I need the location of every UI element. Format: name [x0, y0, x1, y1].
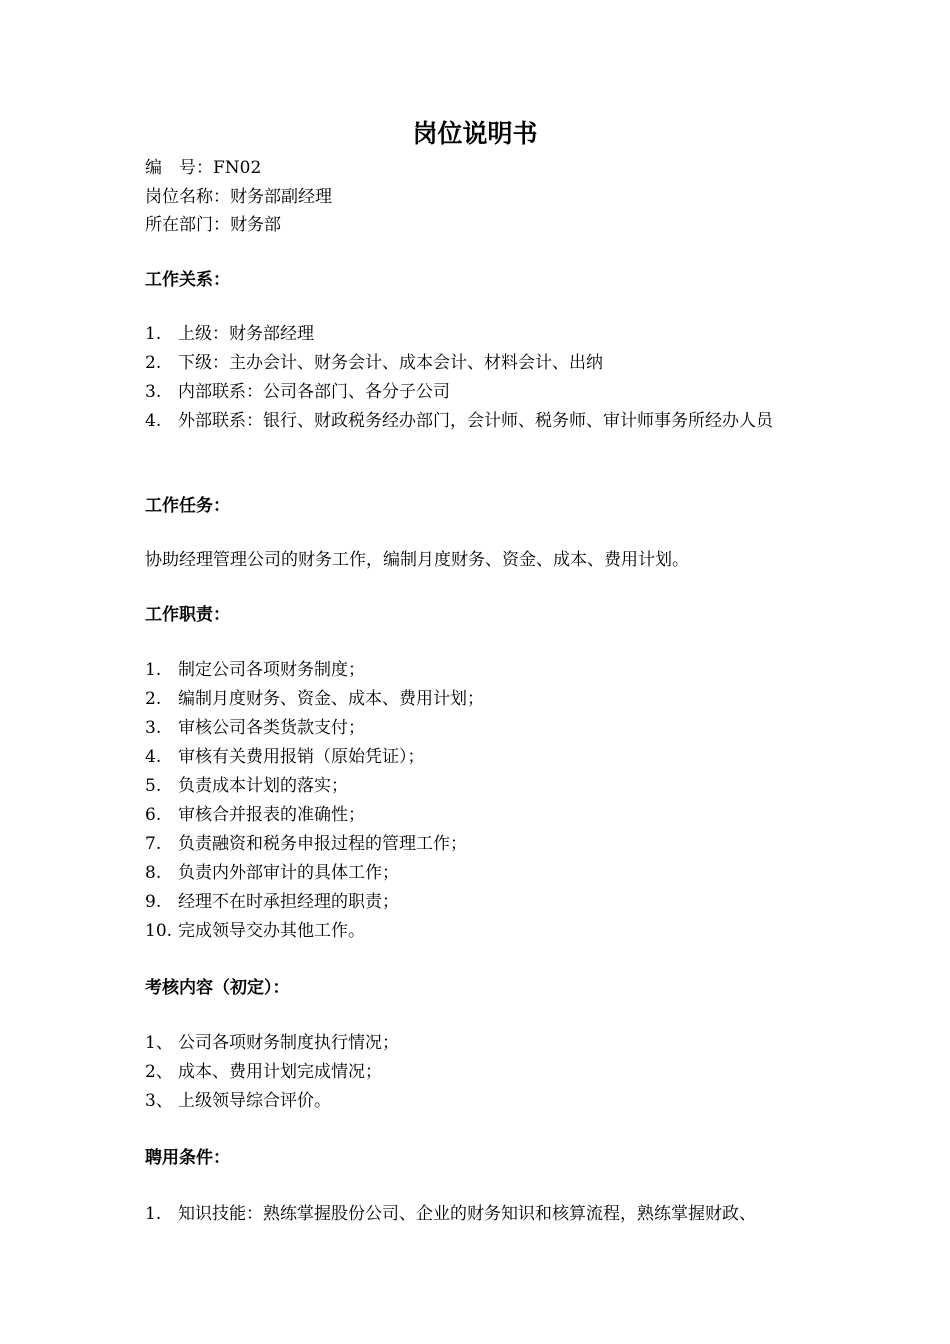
list-item — [145, 1087, 815, 1116]
list-item-number: 2. — [145, 689, 162, 709]
list-item — [145, 1058, 815, 1087]
list-item-text: 知识技能：熟练掌握股份公司、企业的财务知识和核算流程，熟练掌握财政、 — [178, 1204, 756, 1224]
list-item-text: 完成领导交办其他工作。 — [178, 921, 365, 941]
list-item-number: 3. — [145, 382, 162, 402]
list-item-number: 2. — [145, 353, 162, 373]
list-item-number: 2、 — [145, 1062, 173, 1082]
dept-row — [145, 213, 281, 237]
list-item — [145, 320, 815, 349]
list-item-text: 上级：财务部经理 — [178, 324, 314, 344]
list-item — [145, 714, 815, 743]
list-item — [145, 743, 815, 772]
list-item-number: 5. — [145, 776, 162, 796]
list-item-text: 经理不在时承担经理的职责； — [178, 892, 399, 912]
tasks-text: 协助经理管理公司的财务工作，编制月度财务、资金、成本、费用计划。 — [145, 550, 689, 570]
list-item-number: 1、 — [145, 1033, 173, 1053]
position-value: 财务部副经理 — [230, 187, 332, 207]
list-item-text: 公司各项财务制度执行情况； — [178, 1033, 399, 1053]
list-item-text: 下级：主办会计、财务会计、成本会计、材料会计、出纳 — [178, 353, 603, 373]
list-item-text: 审核公司各类货款支付； — [178, 718, 365, 738]
list-item-number: 3. — [145, 718, 162, 738]
list-item — [145, 1029, 815, 1058]
list-item-text: 上级领导综合评价。 — [178, 1091, 331, 1111]
list-item-number: 10. — [145, 921, 173, 941]
list-item-number: 1. — [145, 1204, 162, 1224]
code-label: 编 号： — [145, 158, 213, 178]
list-item — [145, 830, 815, 859]
list-item-number: 1. — [145, 660, 162, 680]
list-item-number: 4. — [145, 411, 162, 431]
list-item-number: 1. — [145, 324, 162, 344]
list-item-text: 负责融资和税务申报过程的管理工作； — [178, 834, 467, 854]
position-row — [145, 185, 332, 209]
list-item — [145, 917, 815, 946]
page-title: 岗位说明书 — [412, 119, 538, 148]
list-item-number: 3、 — [145, 1091, 173, 1111]
tasks-heading: 工作任务： — [145, 496, 230, 516]
relations-heading: 工作关系： — [145, 270, 230, 290]
list-item — [145, 349, 815, 378]
list-item — [145, 378, 815, 407]
list-item-text: 负责成本计划的落实； — [178, 776, 348, 796]
list-item-number: 7. — [145, 834, 162, 854]
list-item-text: 编制月度财务、资金、成本、费用计划； — [178, 689, 484, 709]
list-item-number: 4. — [145, 747, 162, 767]
list-item — [145, 685, 815, 714]
list-item-text: 负责内外部审计的具体工作； — [178, 863, 399, 883]
list-item-number: 9. — [145, 892, 162, 912]
list-item-text: 内部联系：公司各部门、各分子公司 — [178, 382, 450, 402]
duties-heading: 工作职责： — [145, 605, 230, 625]
list-item-number: 8. — [145, 863, 162, 883]
list-item-text: 制定公司各项财务制度； — [178, 660, 365, 680]
code-value: FN02 — [213, 158, 262, 178]
list-item-text: 成本、费用计划完成情况； — [178, 1062, 382, 1082]
list-item — [145, 1200, 815, 1229]
list-item — [145, 888, 815, 917]
list-item-text: 审核有关费用报销（原始凭证）； — [178, 747, 425, 767]
list-item — [145, 801, 815, 830]
list-item — [145, 407, 815, 436]
dept-value: 财务部 — [230, 215, 281, 235]
list-item-number: 6. — [145, 805, 162, 825]
conditions-heading: 聘用条件： — [145, 1148, 230, 1168]
list-item-text: 外部联系：银行、财政税务经办部门，会计师、税务师、审计师事务所经办人员 — [178, 411, 773, 431]
position-label: 岗位名称： — [145, 187, 230, 207]
list-item — [145, 859, 815, 888]
list-item — [145, 656, 815, 685]
code-row — [145, 156, 261, 180]
list-item-text: 审核合并报表的准确性； — [178, 805, 365, 825]
assessment-heading: 考核内容（初定）： — [145, 978, 290, 998]
list-item — [145, 772, 815, 801]
dept-label: 所在部门： — [145, 215, 230, 235]
